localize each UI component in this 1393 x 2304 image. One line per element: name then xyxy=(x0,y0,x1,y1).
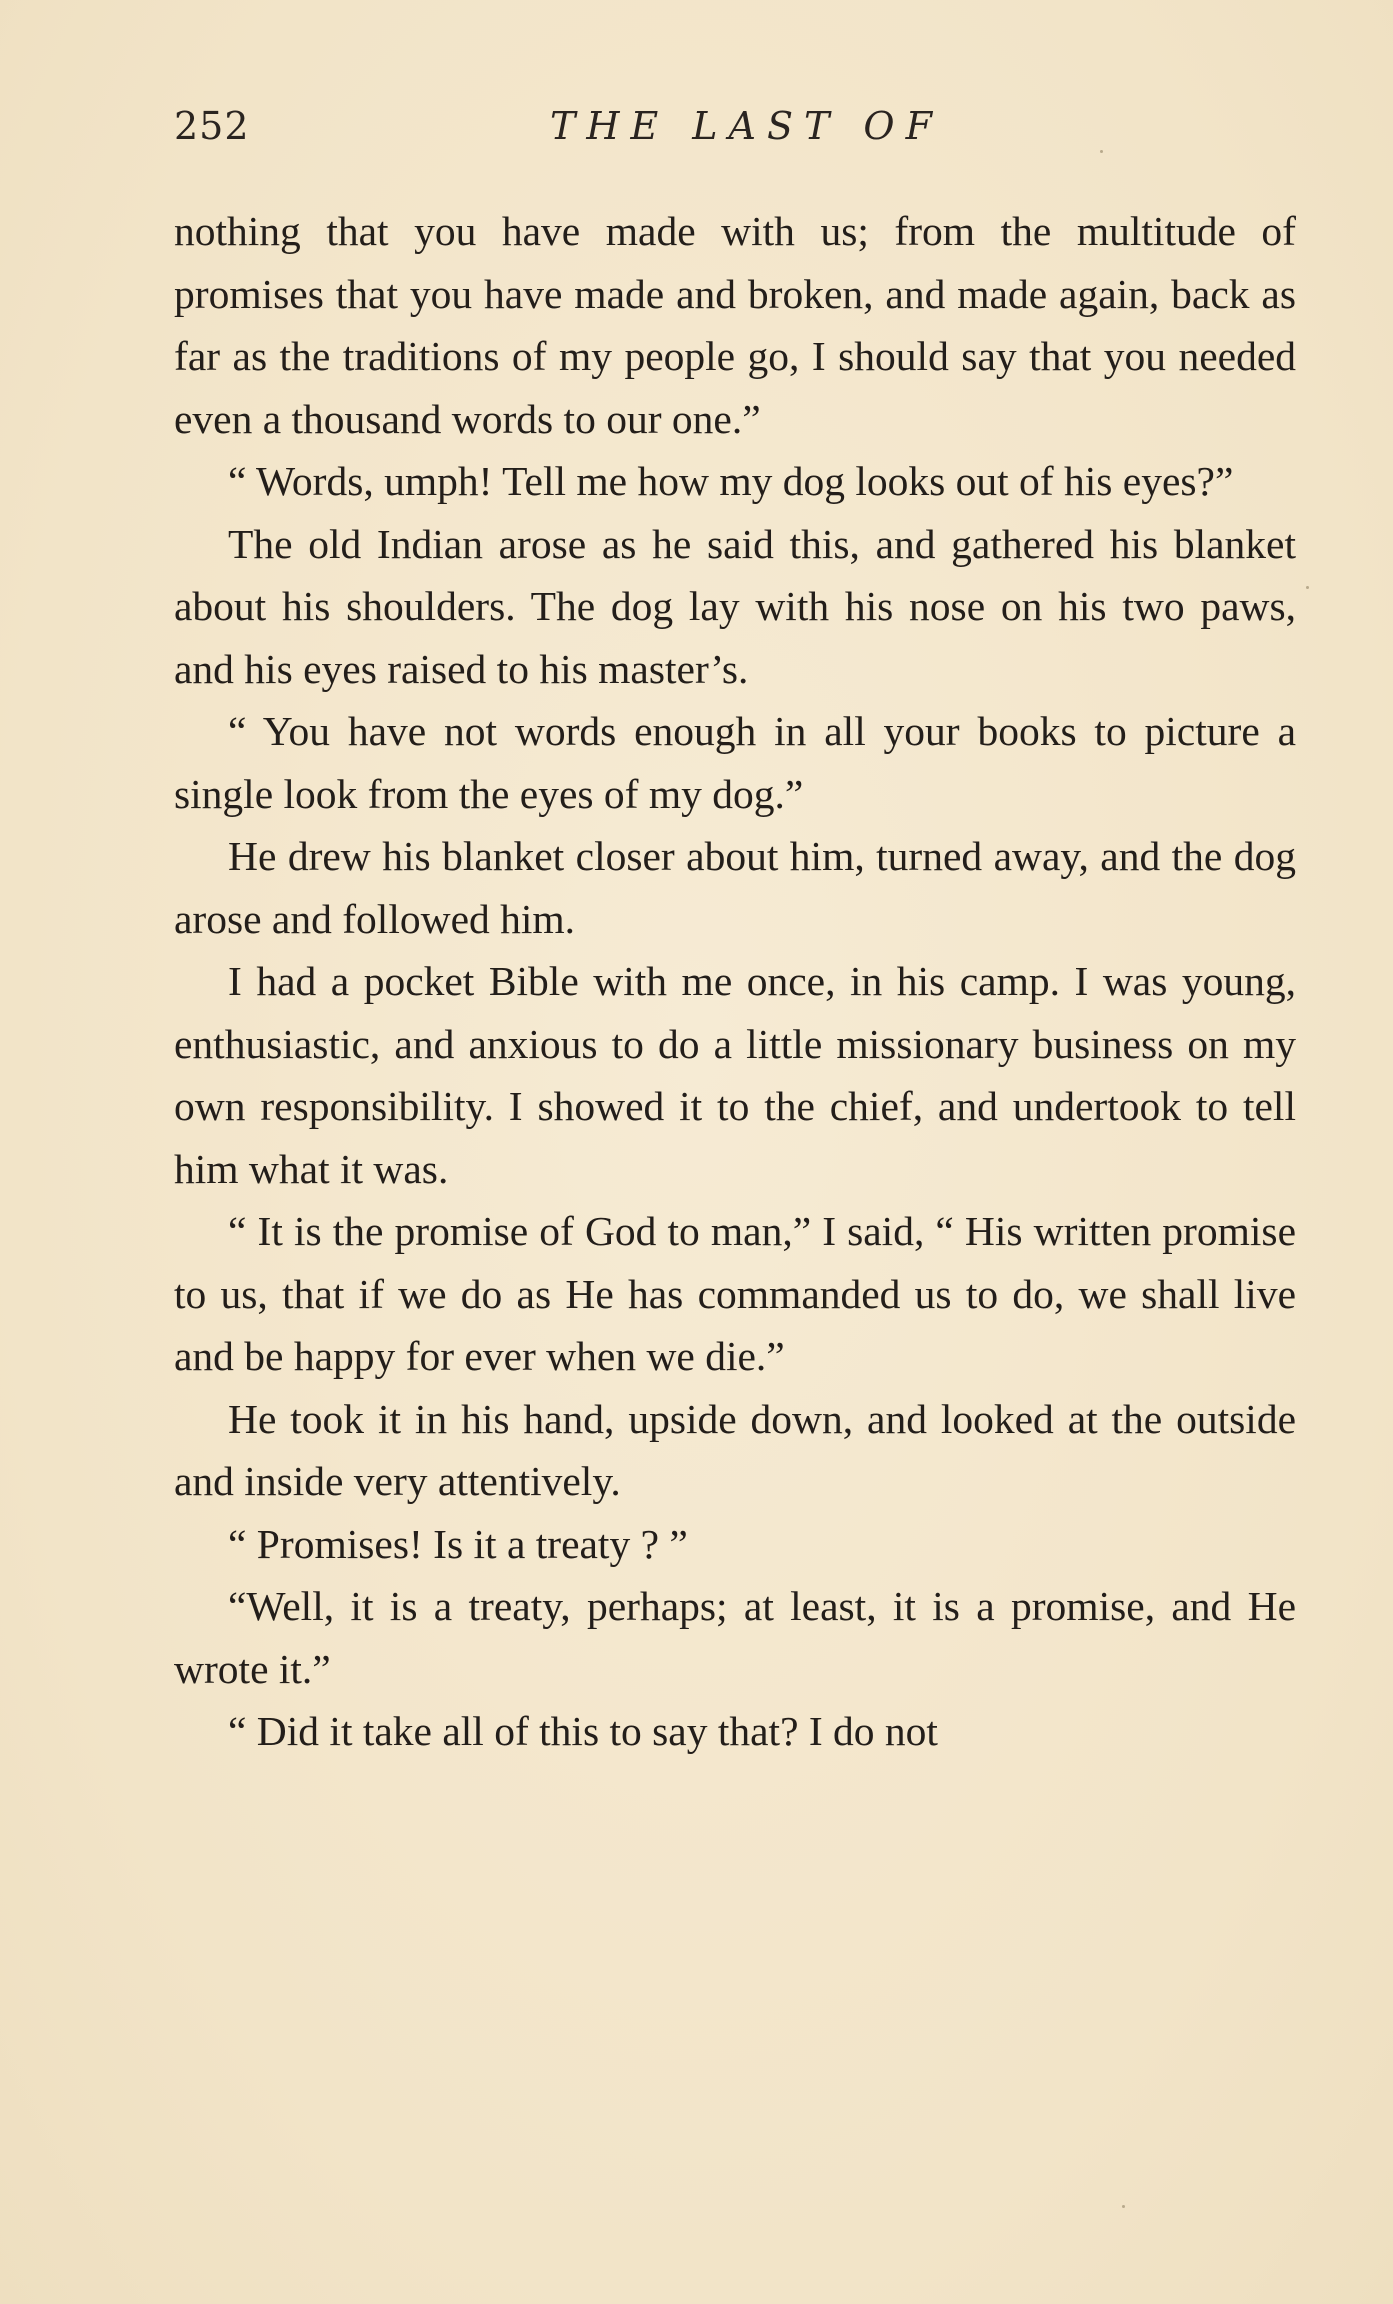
paragraph: The old Indian arose as he said this, and gathered his blanket about his shoulders. The dog lay with his nose on his two paws, and his eyes raised to his master’s. xyxy=(174,520,1296,692)
paragraph: He took it in his hand, upside down, and looked at the outside and inside very attentively. xyxy=(174,1395,1296,1504)
paragraph: nothing that you have made with us; from the multitude of promises that you have made and broken, and made again, back as far as the traditions of my people go, I should say that you needed even a thousand words to our one.” xyxy=(174,208,1296,442)
paragraph: “ Did it take all of this to say that? I do not xyxy=(228,1708,938,1754)
paper-speck xyxy=(1100,150,1103,153)
paragraph: “ Words, umph! Tell me how my dog looks out of his eyes?” xyxy=(228,458,1234,504)
paragraph: “ You have not words enough in all your books to picture a single look from the eyes of my dog.” xyxy=(174,708,1296,817)
paragraph: “Well, it is a treaty, perhaps; at least, it is a promise, and He wrote it.” xyxy=(174,1583,1296,1692)
body-text xyxy=(174,200,1296,1763)
paragraph: I had a pocket Bible with me once, in his camp. I was young, enthusiastic, and anxious to do a little missionary business on my own responsibility. I showed it to the chief, and undertook to tell him what it was. xyxy=(174,958,1296,1192)
running-head: THE LAST OF xyxy=(550,104,943,148)
paper-speck xyxy=(1122,2205,1125,2208)
page-header xyxy=(174,104,1294,164)
page-number: 252 xyxy=(174,104,250,148)
paragraph: He drew his blanket closer about him, turned away, and the dog arose and followed him. xyxy=(174,833,1296,942)
paragraph: “ It is the promise of God to man,” I said, “ His written promise to us, that if we do as He has commanded us to do, we shall live and be happy for ever when we die.” xyxy=(174,1208,1296,1379)
paper-speck xyxy=(1306,586,1309,589)
paragraph: “ Promises! Is it a treaty ? ” xyxy=(228,1520,688,1567)
